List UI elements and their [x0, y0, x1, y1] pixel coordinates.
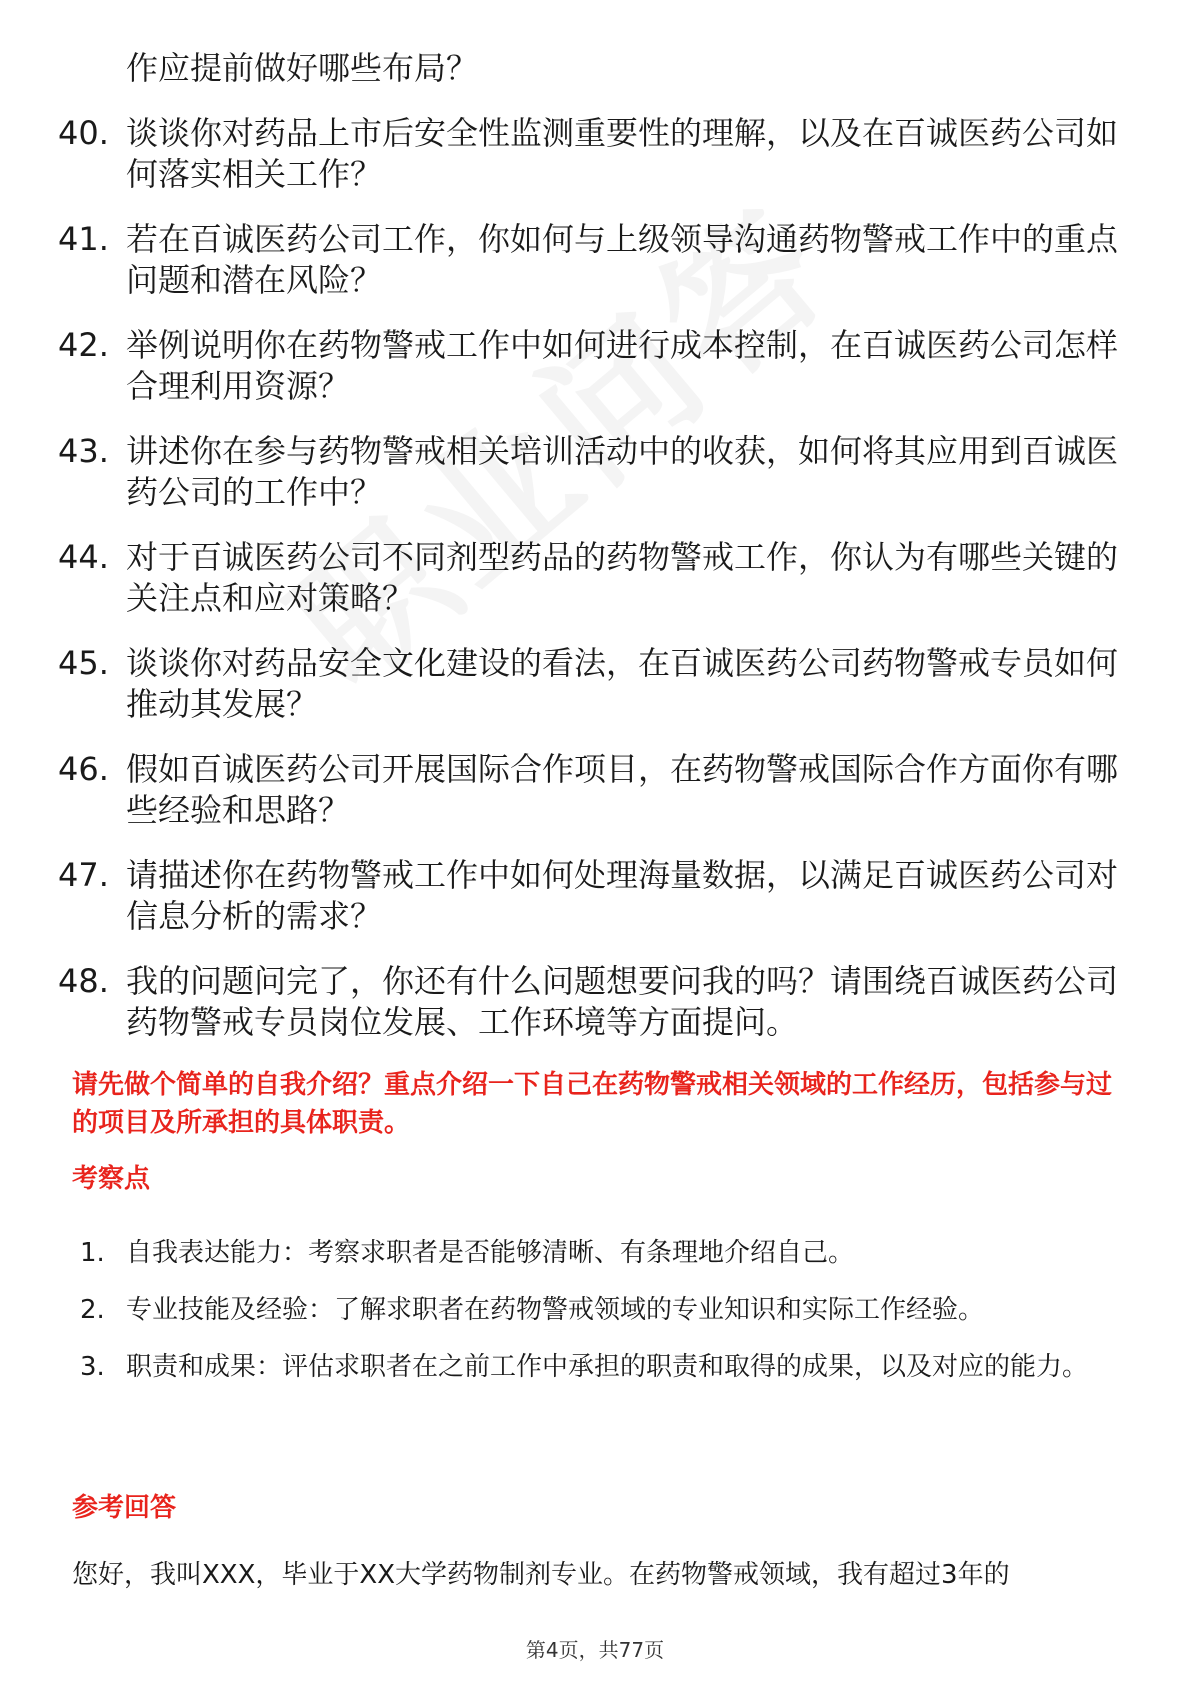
question-text: 我的问题问完了，你还有什么问题想要问我的吗？请围绕百诚医药公司药物警戒专员岗位发展、工作环境等方面提问。: [126, 962, 1119, 1041]
point-number: 3.: [80, 1352, 105, 1382]
featured-question: 请先做个简单的自我介绍？重点介绍一下自己在药物警戒相关领域的工作经历，包括参与过的项目及所承担的具体职责。: [72, 1070, 1113, 1138]
question-number: 48.: [58, 962, 109, 1000]
question-list: [58, 48, 1133, 1067]
page-footer: 第4页，共77页: [525, 1638, 665, 1662]
assessment-point: [80, 1339, 1125, 1396]
question-text: 讲述你在参与药物警戒相关培训活动中的收获，如何将其应用到百诚医药公司的工作中？: [126, 432, 1119, 511]
question-text: 对于百诚医药公司不同剂型药品的药物警戒工作，你认为有哪些关键的关注点和应对策略？: [126, 538, 1119, 617]
question-text: 举例说明你在药物警戒工作中如何进行成本控制，在百诚医药公司怎样合理利用资源？: [126, 326, 1119, 405]
point-text: 自我表达能力：考察求职者是否能够清晰、有条理地介绍自己。: [126, 1238, 855, 1268]
question-item: [58, 749, 1133, 831]
question-item: [58, 643, 1133, 725]
question-item: [58, 113, 1133, 195]
question-number: 45.: [58, 644, 109, 682]
question-item: [58, 537, 1133, 619]
question-text: 请描述你在药物警戒工作中如何处理海量数据，以满足百诚医药公司对信息分析的需求？: [126, 856, 1119, 935]
question-item: [58, 961, 1133, 1043]
question-continuation: 作应提前做好哪些布局？: [126, 49, 479, 87]
question-number: 47.: [58, 856, 109, 894]
question-number: 46.: [58, 750, 109, 788]
assessment-point: [80, 1282, 1125, 1339]
question-text: 谈谈你对药品安全文化建设的看法，在百诚医药公司药物警戒专员如何推动其发展？: [126, 644, 1119, 723]
question-number: 40.: [58, 114, 109, 152]
question-item: [58, 219, 1133, 301]
question-text: 谈谈你对药品上市后安全性监测重要性的理解，以及在百诚医药公司如何落实相关工作？: [126, 114, 1119, 193]
assessment-heading: 考察点: [72, 1164, 151, 1194]
question-number: 43.: [58, 432, 109, 470]
assessment-points: [80, 1225, 1125, 1396]
question-item: [58, 431, 1133, 513]
question-text: 若在百诚医药公司工作，你如何与上级领导沟通药物警戒工作中的重点问题和潜在风险？: [126, 220, 1119, 299]
question-number: 44.: [58, 538, 109, 576]
question-item: [58, 325, 1133, 407]
question-item: [58, 855, 1133, 937]
point-number: 1.: [80, 1238, 105, 1268]
point-text: 专业技能及经验：了解求职者在药物警戒领域的专业知识和实际工作经验。: [126, 1295, 985, 1325]
question-number: 41.: [58, 220, 109, 258]
question-text: 假如百诚医药公司开展国际合作项目，在药物警戒国际合作方面你有哪些经验和思路？: [126, 750, 1119, 829]
reference-answer: 您好，我叫XXX，毕业于XX大学药物制剂专业。在药物警戒领域，我有超过3年的: [72, 1560, 1010, 1590]
question-number: 42.: [58, 326, 109, 364]
reference-heading: 参考回答: [72, 1493, 177, 1523]
point-number: 2.: [80, 1295, 105, 1325]
assessment-point: [80, 1225, 1125, 1282]
point-text: 职责和成果：评估求职者在之前工作中承担的职责和取得的成果，以及对应的能力。: [126, 1352, 1089, 1382]
